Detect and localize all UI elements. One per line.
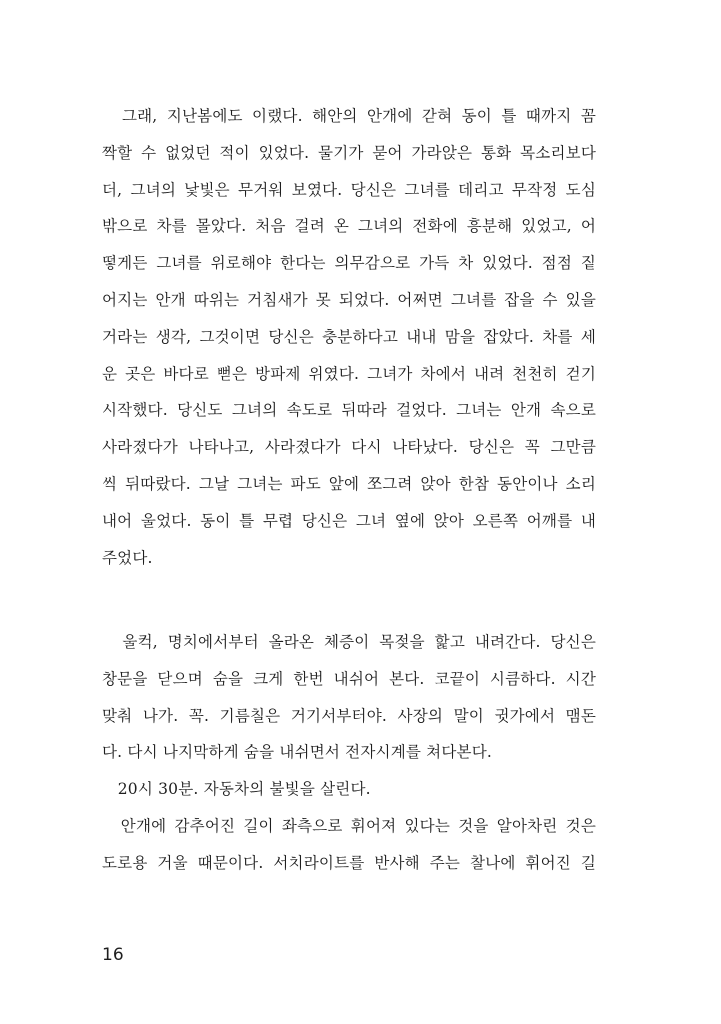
paragraph-2 bbox=[102, 624, 596, 882]
text-line: 짝할 수 없었던 적이 있었다. 물기가 묻어 가라앉은 통화 목소리보다 bbox=[102, 143, 596, 162]
text-line: 도로용 거울 때문이다. 서치라이트를 반사해 주는 찰나에 휘어진 길 bbox=[102, 853, 596, 872]
text-line: 어지는 안개 따위는 거침새가 못 되었다. 어쩌면 그녀를 잡을 수 있을 bbox=[102, 290, 596, 309]
text-line: 20시 30분. 자동차의 불빛을 살린다. bbox=[102, 780, 371, 799]
page-number: 16 bbox=[102, 945, 124, 965]
text-line: 운 곳은 바다로 뻗은 방파제 위였다. 그녀가 차에서 내려 천천히 걷기 bbox=[102, 364, 596, 383]
text-line: 시작했다. 당신도 그녀의 속도로 뒤따라 걸었다. 그녀는 안개 속으로 bbox=[102, 401, 596, 420]
text-line: 그래, 지난봄에도 이랬다. 해안의 안개에 갇혀 동이 틀 때까지 꼼 bbox=[102, 107, 596, 125]
text-line: 내어 울었다. 동이 틀 무렵 당신은 그녀 옆에 앉아 오른쪽 어깨를 내 bbox=[102, 511, 596, 530]
text-line: 다. 다시 나지막하게 숨을 내쉬면서 전자시계를 쳐다본다. bbox=[102, 743, 492, 762]
text-line: 울컥, 명치에서부터 올라온 체증이 목젖을 핥고 내려간다. 당신은 bbox=[102, 633, 596, 651]
paragraph-1 bbox=[102, 98, 596, 576]
text-line: 씩 뒤따랐다. 그날 그녀는 파도 앞에 쪼그려 앉아 한참 동안이나 소리 bbox=[102, 474, 596, 493]
text-line: 맞춰 나가. 꼭. 기름칠은 거기서부터야. 사장의 말이 귓가에서 맴돈 bbox=[102, 706, 596, 725]
text-line: 사라졌다가 나타나고, 사라졌다가 다시 나타났다. 당신은 꼭 그만큼 bbox=[102, 438, 596, 457]
text-line: 창문을 닫으며 숨을 크게 한번 내쉬어 본다. 코끝이 시큼하다. 시간 bbox=[102, 669, 596, 688]
text-line: 안개에 감추어진 길이 좌측으로 휘어져 있다는 것을 알아차린 것은 bbox=[102, 816, 596, 835]
text-line: 거라는 생각, 그것이면 당신은 충분하다고 내내 맘을 잡았다. 차를 세 bbox=[102, 327, 596, 346]
text-line: 떻게든 그녀를 위로해야 한다는 의무감으로 가득 차 있었다. 점점 짙 bbox=[102, 254, 596, 273]
text-line: 밖으로 차를 몰았다. 처음 걸려 온 그녀의 전화에 흥분해 있었고, 어 bbox=[102, 217, 596, 236]
text-line: 주었다. bbox=[102, 548, 153, 567]
text-line: 더, 그녀의 낯빛은 무거워 보였다. 당신은 그녀를 데리고 무작정 도심 bbox=[102, 180, 596, 199]
